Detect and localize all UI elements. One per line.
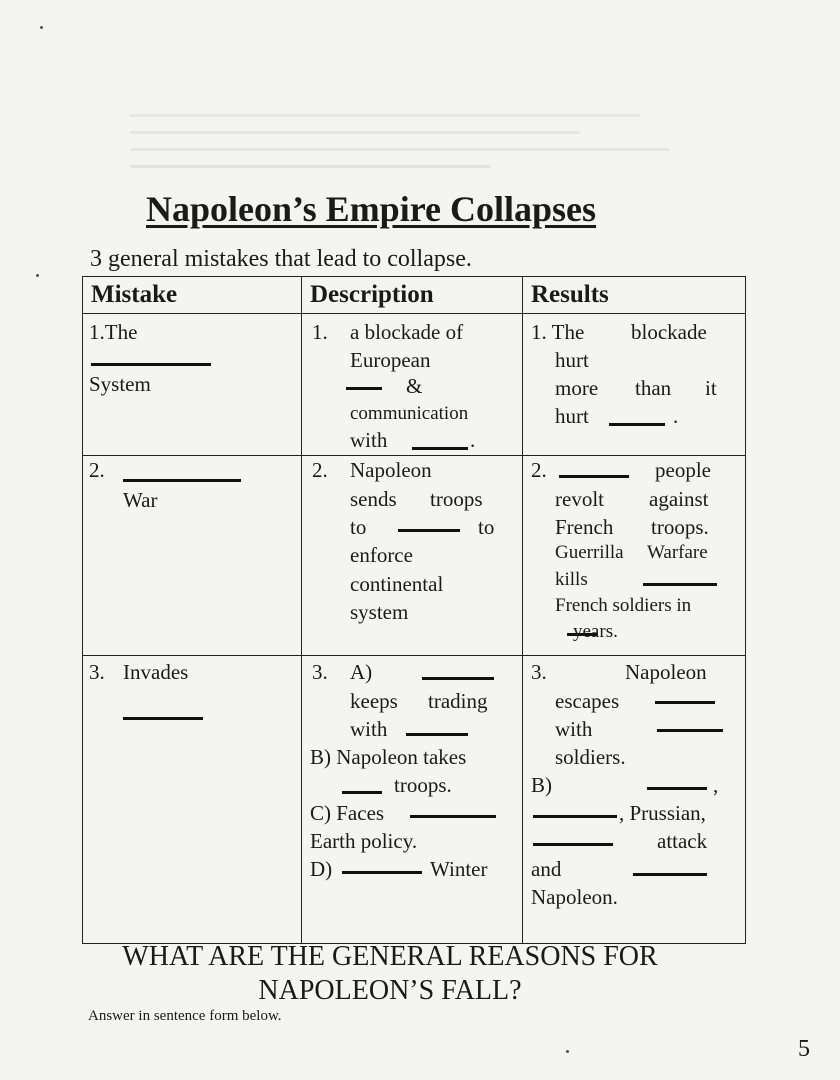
desc-3-line: 3. (312, 660, 328, 684)
result-1-line: . (673, 404, 679, 428)
result-2-line: 2. (531, 458, 547, 482)
desc-3-line: keeps (350, 689, 398, 713)
answer-blank[interactable] (412, 446, 468, 450)
cell-results-2 (523, 456, 746, 656)
desc-3-line: A) (350, 660, 373, 684)
desc-2-line: continental (350, 572, 444, 596)
scan-speck (566, 1050, 569, 1053)
result-2-line: Warfare (647, 542, 708, 563)
result-3-line: escapes (555, 689, 620, 713)
answer-blank[interactable] (342, 870, 422, 874)
page-number: 5 (798, 1036, 810, 1062)
mistake-3-word: Invades (123, 660, 189, 684)
result-3-line: B) (531, 773, 552, 797)
answer-blank[interactable] (406, 732, 468, 736)
answer-blank[interactable] (410, 814, 496, 818)
answer-blank[interactable] (533, 814, 617, 818)
desc-3-line: D) (310, 857, 333, 881)
answer-blank[interactable] (123, 478, 241, 482)
header-description: Description (302, 277, 523, 314)
desc-3-line: B) Napoleon takes (310, 745, 467, 769)
answer-blank[interactable] (346, 386, 382, 390)
desc-2-line: enforce (350, 543, 413, 567)
result-2-line: revolt (555, 487, 604, 511)
desc-1-line: a blockade of (350, 320, 464, 344)
answer-blank[interactable] (123, 716, 203, 720)
answer-blank[interactable] (533, 842, 613, 846)
result-2-line: people (655, 458, 711, 482)
result-3-line: attack (657, 829, 708, 853)
result-3-line: , (713, 773, 719, 797)
result-2-line: French (555, 515, 614, 539)
desc-2-line: troops (430, 487, 483, 511)
answer-blank[interactable] (655, 700, 715, 704)
cell-results-3 (523, 656, 746, 944)
answer-blank[interactable] (342, 790, 382, 794)
header-mistake: Mistake (83, 277, 302, 314)
result-1-line: it (705, 376, 717, 400)
desc-1-line: with (350, 428, 388, 452)
cell-mistake-3 (83, 656, 302, 944)
mistake-1-word: System (89, 372, 151, 396)
result-1-line: blockade (631, 320, 707, 344)
result-2-line: kills (555, 569, 588, 590)
result-1-line: more (555, 376, 599, 400)
answer-blank[interactable] (647, 786, 707, 790)
desc-1-line: & (406, 374, 423, 398)
desc-2-line: to (478, 515, 495, 539)
result-2-line: French soldiers in (555, 595, 692, 616)
desc-1-line: communication (350, 403, 469, 424)
answer-instruction: Answer in sentence form below. (88, 1008, 282, 1024)
mistake-3-num: 3. (89, 660, 105, 684)
cell-description-2 (302, 456, 523, 656)
answer-blank[interactable] (657, 728, 723, 732)
result-2-line: years. (573, 621, 618, 642)
table-row (83, 456, 746, 656)
scan-speck (36, 274, 39, 277)
cell-description-1 (302, 314, 523, 456)
cell-mistake-2 (83, 456, 302, 656)
desc-2-line: to (350, 515, 367, 539)
result-2-line: against (649, 487, 709, 511)
desc-3-line: with (350, 717, 388, 741)
mistake-2-word: War (123, 488, 158, 512)
desc-1-line: . (470, 428, 476, 452)
result-1-line: 1. The (531, 320, 585, 344)
desc-1-line: European (350, 348, 431, 372)
result-3-line: with (555, 717, 593, 741)
answer-blank[interactable] (633, 872, 707, 876)
answer-blank[interactable] (422, 676, 494, 680)
answer-blank[interactable] (609, 422, 665, 426)
cell-results-1 (523, 314, 746, 456)
result-3-line: , Prussian, (619, 801, 706, 825)
desc-3-line: C) Faces (310, 801, 385, 825)
table-row (83, 314, 746, 456)
subtitle: 3 general mistakes that lead to collapse. (90, 246, 472, 272)
closing-question (60, 940, 720, 1008)
result-3-line: Napoleon (625, 660, 707, 684)
desc-3-line: troops. (394, 773, 452, 797)
answer-blank[interactable] (559, 474, 629, 478)
mistake-1-num: 1.The (89, 320, 138, 344)
answer-blank[interactable] (643, 582, 717, 586)
result-3-line: Napoleon. (531, 885, 618, 909)
cell-mistake-1 (83, 314, 302, 456)
result-2-line: troops. (651, 515, 709, 539)
answer-blank[interactable] (398, 528, 460, 532)
result-1-line: than (635, 376, 672, 400)
desc-1-num: 1. (312, 320, 328, 344)
desc-2-line: Napoleon (350, 458, 432, 482)
table-header-row (83, 277, 746, 314)
result-3-line: 3. (531, 660, 547, 684)
cell-description-3 (302, 656, 523, 944)
table-row (83, 656, 746, 944)
result-2-line: Guerrilla (555, 542, 624, 563)
desc-3-line: Winter (430, 857, 488, 881)
page-title: Napoleon’s Empire Collapses (146, 189, 597, 229)
collapse-table (82, 276, 746, 944)
desc-2-line: sends (350, 487, 397, 511)
answer-blank[interactable] (91, 362, 211, 366)
desc-3-line: trading (428, 689, 488, 713)
header-results: Results (523, 277, 746, 314)
result-1-line: hurt (555, 404, 589, 428)
question-line-2: NAPOLEON’S FALL? (258, 975, 522, 1006)
mistake-2-num: 2. (89, 458, 105, 482)
bleed-through-texture (130, 100, 730, 174)
question-line-1: WHAT ARE THE GENERAL REASONS FOR (122, 941, 658, 972)
scan-speck (40, 26, 43, 29)
result-3-line: and (531, 857, 562, 881)
result-3-line: soldiers. (555, 745, 626, 769)
result-1-line: hurt (555, 348, 589, 372)
desc-2-line: 2. (312, 458, 328, 482)
desc-2-line: system (350, 600, 409, 624)
desc-3-line: Earth policy. (310, 829, 418, 853)
